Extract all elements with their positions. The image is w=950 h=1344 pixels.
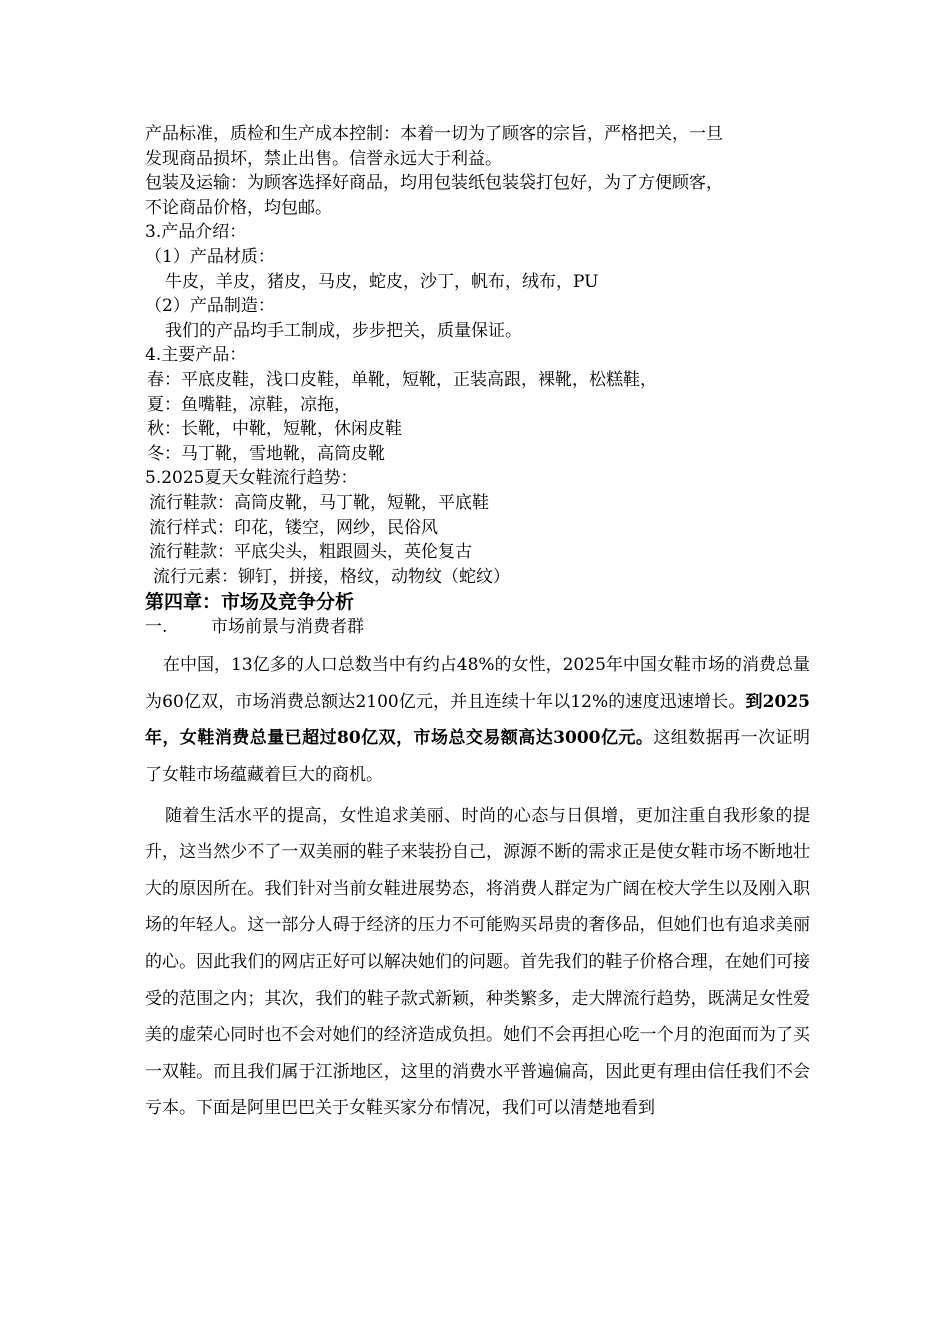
autumn-products: 秋：长靴，中靴，短靴，休闲皮鞋 [147, 419, 402, 440]
section-heading [145, 615, 810, 639]
paragraph-market-size-bold: 到2025年，女鞋消费总量已超过80亿双，市场总交易额高达3000亿元。 [145, 691, 810, 749]
chapter-title: 第四章：市场及竞争分析 [145, 591, 355, 614]
trend-shoe-styles: 流行鞋款：高筒皮靴，马丁靴，短靴，平底鞋 [149, 492, 489, 513]
quality-line-1: 产品标准，质检和生产成本控制：本着一切为了顾客的宗旨，严格把关，一旦 [145, 124, 723, 144]
packaging-line-2: 不论商品价格，均包邮。 [145, 197, 332, 218]
winter-products: 冬：马丁靴，雪地靴，高筒皮靴 [147, 443, 385, 464]
document-page [145, 122, 810, 1131]
material-list: 牛皮，羊皮，猪皮，马皮，蛇皮，沙丁，帆布，绒布，PU [165, 271, 599, 292]
section-number: 一. [145, 617, 168, 638]
paragraph-consumer-group: 随着生活水平的提高，女性追求美丽、时尚的心态与日俱增，更加注重自我形象的提升，这当然少不了一双美丽的鞋子来装扮自己，源源不断的需求正是使女鞋市场不断地壮大的原因所在。我们针对当前女鞋进展势态，将消费人群定为广阔在校大学生以及刚入职场的年轻人。这一部分人碍于经济的压力不可能购买昂贵的奢侈品，但她们也有追求美丽的心。因此我们的网店正好可以解决她们的问题。首先我们的鞋子价格合理，在她们可接受的范围之内；其次，我们的鞋子款式新颖，种类繁多，走大牌流行趋势，既满足女性爱美的虚荣心同时也不会对她们的经济造成负担。她们不会再担心吃一个月的泡面而为了买一双鞋。而且我们属于江浙地区，这里的消费水平普遍偏高，因此更有理由信任我们不会亏本。下面是阿里巴巴关于女鞋买家分布情况，我们可以清楚地看到 [145, 805, 810, 1119]
main-products-heading: 4.主要产品： [145, 345, 247, 366]
trend-elements: 流行元素：铆钉，拼接，格纹，动物纹（蛇纹） [153, 566, 510, 587]
paragraph-market-size-tail: 这组数据再一次证明了女鞋市场蕴藏着巨大的商机。 [145, 728, 810, 786]
material-heading: （1）产品材质： [145, 246, 275, 267]
summer-products: 夏：鱼嘴鞋，凉鞋，凉拖， [147, 394, 351, 415]
section-title: 市场前景与消费者群 [211, 617, 364, 638]
quality-line-2: 发现商品损坏，禁止出售。信誉永远大于利益。 [145, 148, 502, 169]
trend-shoe-shapes: 流行鞋款：平底尖头，粗跟圆头，英伦复古 [149, 542, 472, 563]
product-intro-heading: 3.产品介绍： [145, 222, 247, 243]
paragraph-market-size [145, 647, 810, 793]
trend-patterns: 流行样式：印花，镂空，网纱，民俗风 [149, 517, 438, 538]
manufacture-heading: （2）产品制造： [145, 296, 275, 317]
body-text [145, 647, 810, 1127]
trend-heading: 5.2025夏天女鞋流行趋势： [145, 468, 358, 489]
manufacture-text: 我们的产品均手工制成，步步把关，质量保证。 [165, 320, 522, 341]
spring-products: 春：平底皮鞋，浅口皮鞋，单靴，短靴，正装高跟，裸靴，松糕鞋， [147, 369, 657, 390]
paragraph-market-size-text: 在中国，13亿多的人口总数当中有约占48%的女性，2025年中国女鞋市场的消费总量为60亿双，市场消费总额达2100亿元，并且连续十年以12%的速度迅速增长。 [145, 655, 810, 712]
packaging-line-1: 包装及运输：为顾客选择好商品，均用包装纸包装袋打包好，为了方便顾客， [145, 173, 723, 194]
